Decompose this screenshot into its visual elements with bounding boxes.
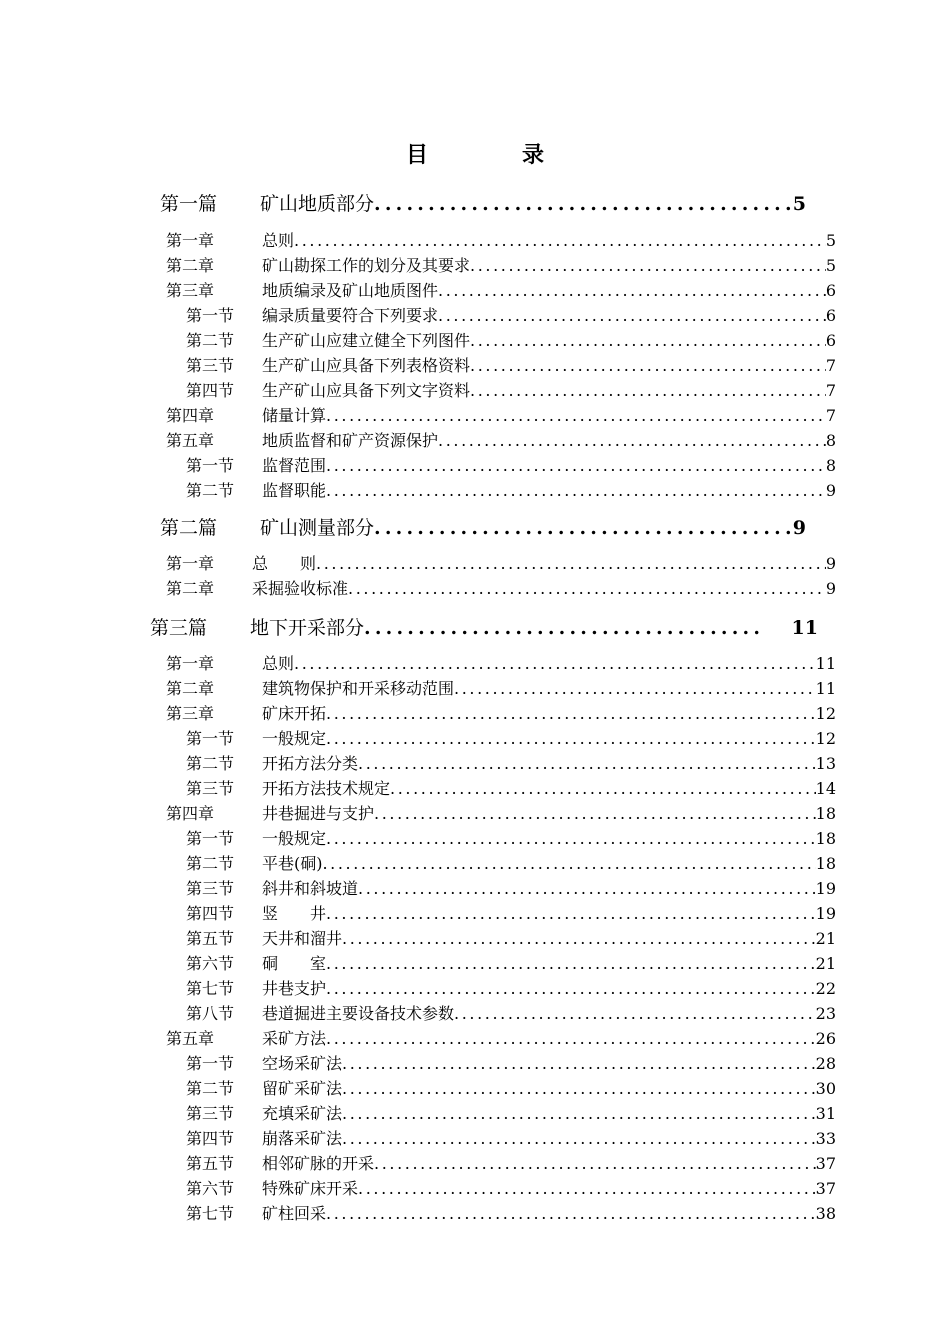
toc-entry-label: 第二节 (186, 1079, 235, 1098)
dot-leader (470, 381, 826, 400)
toc-entry-label: 第二章 (166, 579, 215, 598)
toc-entry-label: 第四节 (186, 904, 235, 923)
toc-entry-page-number: 9 (825, 579, 836, 598)
toc-entry-label: 第四章 (166, 406, 215, 425)
toc-entry-page-number: 9 (825, 481, 836, 500)
toc-entry-title: 天井和溜井 (262, 929, 343, 948)
toc-entry-label: 第四章 (166, 804, 215, 823)
dot-leader (326, 406, 826, 425)
toc-entry-title: 总则 (262, 654, 295, 673)
toc-entry-title: 矿山勘探工作的划分及其要求 (262, 256, 471, 275)
dot-leader (454, 1004, 816, 1023)
toc-entry-page-number: 33 (815, 1129, 836, 1148)
toc-entry-title: 编录质量要符合下列要求 (262, 306, 439, 325)
dot-leader (358, 754, 816, 773)
dot-leader (326, 1204, 816, 1223)
dot-leader (438, 431, 826, 450)
toc-entry-title: 生产矿山应建立健全下列图件 (262, 331, 471, 350)
toc-entry-label: 第四节 (186, 1129, 235, 1148)
toc-entry-chapter[interactable] (166, 651, 836, 673)
dot-leader (358, 879, 816, 898)
toc-entry-page-number: 7 (825, 381, 836, 400)
toc-entry-page-number: 21 (815, 954, 836, 973)
dot-leader (470, 356, 826, 375)
toc-entry-label: 第三章 (166, 704, 215, 723)
toc-entry-page-number: 30 (815, 1079, 836, 1098)
toc-entry-title: 巷道掘进主要设备技术参数 (262, 1004, 455, 1023)
toc-entry-section[interactable] (186, 378, 836, 400)
toc-entry-page-number: 8 (825, 431, 836, 450)
dot-leader (294, 231, 826, 250)
toc-entry-page-number: 37 (815, 1179, 836, 1198)
toc-entry-chapter[interactable] (166, 403, 836, 425)
toc-entry-section[interactable] (186, 1051, 836, 1073)
toc-entry-page-number: 12 (815, 704, 836, 723)
toc-entry-title: 地质监督和矿产资源保护 (262, 431, 439, 450)
toc-entry-label: 第一章 (166, 654, 215, 673)
toc-entry-label: 第三篇 (150, 617, 208, 639)
toc-entry-page-number: 18 (815, 854, 836, 873)
toc-entry-title: 矿床开拓 (262, 704, 327, 723)
toc-entry-page-number: 14 (815, 779, 836, 798)
dot-leader (342, 929, 816, 948)
toc-entry-title: 地质编录及矿山地质图件 (262, 281, 439, 300)
toc-entry-label: 第二节 (186, 854, 235, 873)
toc-entry-page-number: 18 (815, 829, 836, 848)
dot-leader (326, 704, 816, 723)
toc-entry-chapter[interactable] (166, 1026, 836, 1048)
toc-entry-page-number: 21 (815, 929, 836, 948)
toc-entry-chapter[interactable] (166, 428, 836, 450)
toc-entry-title: 建筑物保护和开采移动范围 (262, 679, 455, 698)
toc-entry-label: 第一章 (166, 554, 215, 573)
toc-entry-page-number: 11 (815, 679, 836, 698)
dot-leader (374, 517, 791, 539)
toc-entry-page-number: 8 (825, 456, 836, 475)
dot-leader (364, 617, 762, 639)
dot-leader (342, 1054, 816, 1073)
toc-entry-title: 留矿采矿法 (262, 1079, 343, 1098)
toc-entry-chapter[interactable] (166, 253, 836, 275)
toc-entry-section[interactable] (186, 453, 836, 475)
toc-entry-page-number: 18 (815, 804, 836, 823)
toc-entry-title: 竖 井 (262, 904, 327, 923)
toc-entry-title: 总则 (262, 231, 295, 250)
toc-entry-label: 第四节 (186, 381, 235, 400)
toc-entry-title: 生产矿山应具备下列文字资料 (262, 381, 471, 400)
toc-entry-title: 采掘验收标准 (252, 579, 349, 598)
toc-entry-page-number: 38 (815, 1204, 836, 1223)
toc-entry-label: 第六节 (186, 1179, 235, 1198)
toc-entry-page-number: 12 (815, 729, 836, 748)
toc-entry-title: 总 则 (252, 554, 317, 573)
dot-leader (326, 456, 826, 475)
dot-leader (342, 1079, 816, 1098)
toc-entry-title: 监督范围 (262, 456, 327, 475)
toc-entry-label: 第五章 (166, 1029, 215, 1048)
toc-entry-section[interactable] (186, 751, 836, 773)
toc-entry-title: 充填采矿法 (262, 1104, 343, 1123)
toc-entry-page-number: 13 (815, 754, 836, 773)
toc-entry-part[interactable] (160, 189, 806, 215)
toc-entry-title: 相邻矿脉的开采 (262, 1154, 375, 1173)
toc-entry-label: 第一节 (186, 829, 235, 848)
toc-entry-label: 第三节 (186, 879, 235, 898)
toc-entry-label: 第三节 (186, 779, 235, 798)
dot-leader (294, 654, 816, 673)
dot-leader (374, 193, 791, 215)
dot-leader (326, 954, 816, 973)
toc-entry-label: 第二节 (186, 331, 235, 350)
toc-entry-part[interactable] (150, 613, 818, 639)
toc-entry-page-number: 19 (815, 904, 836, 923)
dot-leader (348, 579, 826, 598)
toc-entry-label: 第五节 (186, 1154, 235, 1173)
toc-entry-section[interactable] (186, 1176, 836, 1198)
dot-leader (326, 829, 816, 848)
toc-entry-label: 第三节 (186, 356, 235, 375)
toc-entry-label: 第一篇 (160, 193, 218, 215)
toc-entry-chapter[interactable] (166, 551, 836, 573)
toc-entry-page-number: 7 (825, 406, 836, 425)
toc-entry-chapter[interactable] (166, 228, 836, 250)
toc-entry-section[interactable] (186, 1126, 836, 1148)
toc-entry-page-number: 37 (815, 1154, 836, 1173)
toc-entry-title: 空场采矿法 (262, 1054, 343, 1073)
toc-entry-page-number: 26 (815, 1029, 836, 1048)
toc-entry-label: 第二节 (186, 754, 235, 773)
dot-leader (326, 481, 826, 500)
dot-leader (316, 554, 826, 573)
toc-entry-title: 矿山地质部分 (260, 193, 375, 215)
toc-entry-label: 第一节 (186, 729, 235, 748)
dot-leader (374, 1154, 816, 1173)
toc-entry-page-number: 6 (825, 281, 836, 300)
toc-entry-label: 第一节 (186, 1054, 235, 1073)
toc-entry-label: 第七节 (186, 979, 235, 998)
toc-entry-page-number: 6 (825, 331, 836, 350)
toc-entry-label: 第二篇 (160, 517, 218, 539)
toc-entry-label: 第一节 (186, 456, 235, 475)
dot-leader (358, 1179, 816, 1198)
toc-entry-title: 监督职能 (262, 481, 327, 500)
dot-leader (374, 804, 816, 823)
toc-entry-label: 第六节 (186, 954, 235, 973)
toc-entry-title: 井巷支护 (262, 979, 327, 998)
toc-entry-title: 一般规定 (262, 829, 327, 848)
toc-entry-section[interactable] (186, 851, 836, 873)
dot-leader (342, 1104, 816, 1123)
toc-entry-page-number: 23 (815, 1004, 836, 1023)
toc-entry-section[interactable] (186, 951, 836, 973)
toc-heading: 目 录 (405, 142, 580, 168)
toc-entry-title: 崩落采矿法 (262, 1129, 343, 1148)
toc-entry-section[interactable] (186, 926, 836, 948)
toc-entry-page-number: 6 (825, 306, 836, 325)
toc-entry-title: 特殊矿床开采 (262, 1179, 359, 1198)
toc-entry-section[interactable] (186, 976, 836, 998)
dot-leader (326, 729, 816, 748)
toc-entry-title: 开拓方法分类 (262, 754, 359, 773)
toc-entry-section[interactable] (186, 726, 836, 748)
dot-leader (470, 331, 826, 350)
toc-entry-section[interactable] (186, 901, 836, 923)
dot-leader (438, 281, 826, 300)
dot-leader (326, 979, 816, 998)
toc-entry-title: 采矿方法 (262, 1029, 327, 1048)
toc-entry-title: 地下开采部分 (250, 617, 365, 639)
toc-entry-section[interactable] (186, 876, 836, 898)
toc-entry-label: 第二章 (166, 256, 215, 275)
toc-entry-section[interactable] (186, 1101, 836, 1123)
toc-entry-page-number: 9 (825, 554, 836, 573)
toc-entry-label: 第二节 (186, 481, 235, 500)
toc-entry-page-number: 5 (825, 231, 836, 250)
toc-entry-label: 第五章 (166, 431, 215, 450)
toc-entry-title: 斜井和斜坡道 (262, 879, 359, 898)
toc-entry-page-number: 11 (815, 654, 836, 673)
toc-entry-chapter[interactable] (166, 278, 836, 300)
dot-leader (342, 1129, 816, 1148)
toc-entry-chapter[interactable] (166, 701, 836, 723)
dot-leader (323, 854, 816, 873)
toc-entry-section[interactable] (186, 478, 836, 500)
toc-entry-section[interactable] (186, 776, 836, 798)
toc-entry-section[interactable] (186, 1076, 836, 1098)
toc-entry-page-number: 11 (791, 617, 818, 639)
toc-entry-section[interactable] (186, 826, 836, 848)
dot-leader (390, 779, 816, 798)
toc-entry-page-number: 28 (815, 1054, 836, 1073)
toc-entry-page-number: 7 (825, 356, 836, 375)
toc-entry-label: 第三节 (186, 1104, 235, 1123)
toc-entry-label: 第三章 (166, 281, 215, 300)
toc-entry-page-number: 31 (815, 1104, 836, 1123)
toc-entry-title: 平巷(硐) (262, 854, 323, 873)
toc-entry-page-number: 5 (792, 193, 806, 215)
toc-entry-title: 井巷掘进与支护 (262, 804, 375, 823)
toc-entry-page-number: 19 (815, 879, 836, 898)
toc-entry-section[interactable] (186, 353, 836, 375)
toc-entry-title: 开拓方法技术规定 (262, 779, 391, 798)
toc-entry-section[interactable] (186, 1001, 836, 1023)
dot-leader (438, 306, 826, 325)
toc-entry-page-number: 5 (825, 256, 836, 275)
toc-entry-label: 第五节 (186, 929, 235, 948)
toc-entry-chapter[interactable] (166, 576, 836, 598)
toc-entry-title: 硐 室 (262, 954, 327, 973)
toc-entry-chapter[interactable] (166, 801, 836, 823)
toc-entry-section[interactable] (186, 328, 836, 350)
toc-entry-part[interactable] (160, 513, 806, 539)
toc-entry-title: 生产矿山应具备下列表格资料 (262, 356, 471, 375)
toc-entry-title: 一般规定 (262, 729, 327, 748)
toc-entry-label: 第八节 (186, 1004, 235, 1023)
toc-entry-title: 储量计算 (262, 406, 327, 425)
toc-entry-label: 第一章 (166, 231, 215, 250)
toc-entry-label: 第七节 (186, 1204, 235, 1223)
toc-entry-label: 第一节 (186, 306, 235, 325)
toc-entry-section[interactable] (186, 303, 836, 325)
toc-entry-page-number: 9 (792, 517, 806, 539)
toc-entry-title: 矿柱回采 (262, 1204, 327, 1223)
dot-leader (470, 256, 826, 275)
toc-entry-section[interactable] (186, 1151, 836, 1173)
dot-leader (326, 1029, 816, 1048)
dot-leader (326, 904, 816, 923)
toc-entry-section[interactable] (186, 1201, 836, 1223)
dot-leader (454, 679, 816, 698)
toc-entry-title: 矿山测量部分 (260, 517, 375, 539)
toc-entry-label: 第二章 (166, 679, 215, 698)
toc-entry-page-number: 22 (815, 979, 836, 998)
toc-entry-chapter[interactable] (166, 676, 836, 698)
